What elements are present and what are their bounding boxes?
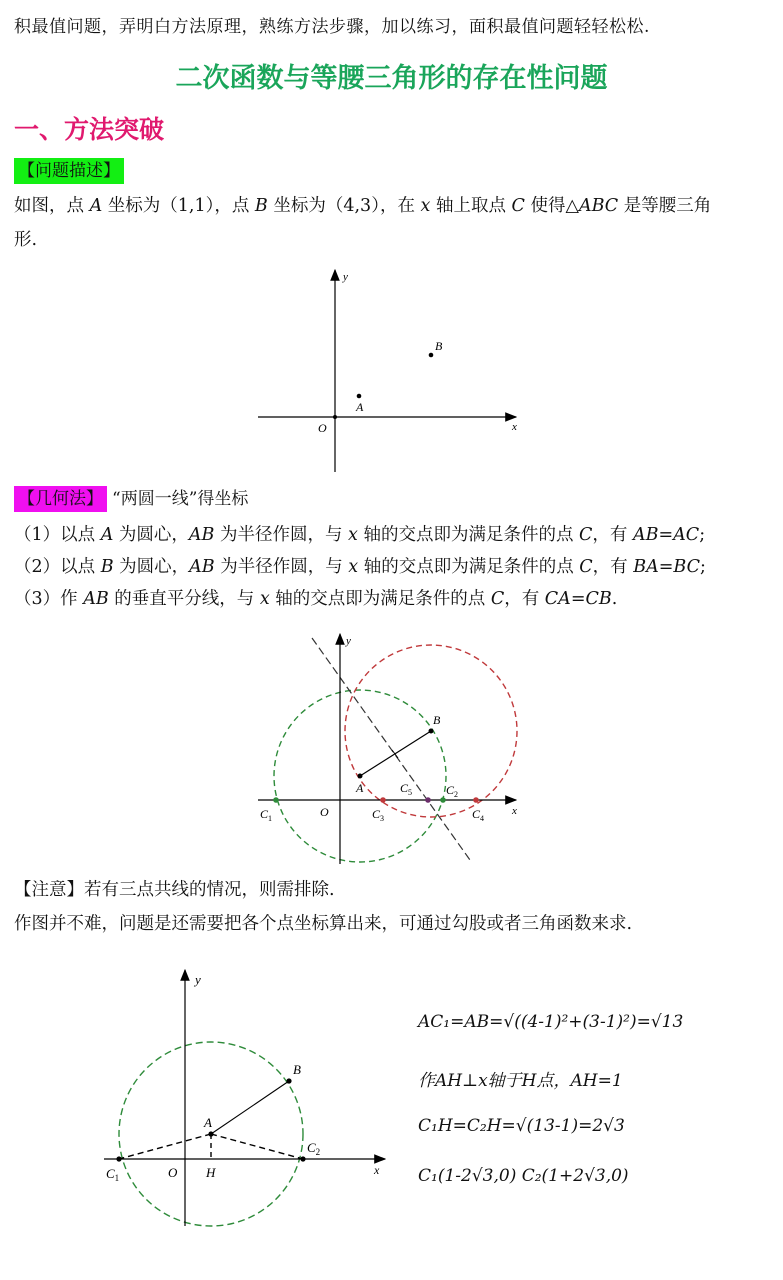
point-c2-label: $C_2$ [307, 1140, 321, 1157]
problem-tag: 【问题描述】 [14, 158, 124, 184]
problem-text-line2: 形. [14, 230, 38, 250]
midpoint-tick [392, 750, 398, 758]
figure-2 [250, 628, 530, 868]
point-c3 [380, 797, 386, 803]
segment-ab [211, 1081, 289, 1134]
point-b [429, 353, 434, 358]
point-c4 [473, 797, 479, 803]
point-c2 [300, 1156, 305, 1161]
point-c1-label: $C_1$ [106, 1166, 120, 1183]
method-item-2: （2）以点 B 为圆心，AB 为半径作圆，与 x 轴的交点即为满足条件的点 C，有 BA=BC; [14, 557, 706, 577]
point-b-label: B [293, 1062, 301, 1077]
section-heading: 一、方法突破 [14, 115, 165, 144]
formula-c1h: C₁H=C₂H=√(13-1)=2√3 [418, 1116, 625, 1136]
point-a [208, 1131, 213, 1136]
y-label: y [343, 271, 348, 283]
figure-3 [100, 962, 400, 1232]
point-c1 [273, 797, 279, 803]
method-item-3: （3）作 AB 的垂直平分线，与 x 轴的交点即为满足条件的点 C，有 CA=CB. [14, 589, 618, 609]
point-c5 [425, 797, 431, 803]
formula-ac1: AC₁=AB=√((4-1)²+(3-1)²)=√13 [418, 1012, 684, 1032]
point-c3-label: $C_3$ [372, 807, 385, 823]
point-c4-label: $C_4$ [472, 807, 485, 823]
point-c1 [116, 1156, 121, 1161]
point-b [286, 1078, 291, 1083]
formula-ah: 作AH⊥x轴于H点，AH=1 [418, 1071, 623, 1091]
y-label: y [195, 972, 201, 987]
point-h-label: H [206, 1165, 216, 1180]
point-b-label: B [435, 339, 443, 353]
geometry-subtitle: “两圆一线”得坐标 [112, 489, 249, 509]
problem-text: 如图，点 A 坐标为（1,1），点 B 坐标为（4,3），在 x 轴上取点 C 使得△ABC 是等腰三角 [14, 196, 712, 216]
geometry-tag: 【几何法】 [14, 486, 107, 512]
point-a [358, 774, 363, 779]
x-label: x [512, 805, 517, 817]
intro-line: 积最值问题，弄明白方法原理，熟练方法步骤，加以练习，面积最值问题轻轻松松. [14, 17, 650, 37]
point-a-label: A [204, 1115, 212, 1130]
perpendicular-bisector [312, 638, 470, 860]
segment-ac2 [211, 1134, 303, 1159]
figure-1 [250, 262, 530, 477]
point-a-label: A [356, 400, 364, 414]
point-c2-label: $C_2$ [446, 783, 459, 799]
x-label: x [374, 1163, 380, 1177]
method-item-1: （1）以点 A 为圆心，AB 为半径作圆，与 x 轴的交点即为满足条件的点 C，有 AB=AC; [14, 525, 706, 545]
segment-ac1 [119, 1134, 211, 1159]
x-label: x [512, 421, 517, 433]
origin-point [333, 415, 337, 419]
point-c1-label: $C_1$ [260, 807, 273, 823]
point-b [429, 729, 434, 734]
origin-label: O [318, 421, 327, 435]
point-a-label: A [356, 781, 364, 795]
origin-label: O [168, 1165, 178, 1180]
formula-coordinates: C₁(1-2√3,0) C₂(1+2√3,0) [418, 1166, 629, 1186]
note-line-1: 【注意】若有三点共线的情况，则需排除. [14, 880, 335, 900]
page-title: 二次函数与等腰三角形的存在性问题 [175, 63, 608, 94]
point-c2 [440, 797, 446, 803]
y-label: y [346, 635, 351, 647]
point-c5-label: $C_5$ [400, 781, 413, 797]
segment-ab [360, 731, 431, 776]
point-a [357, 394, 362, 399]
origin-label: O [320, 805, 329, 819]
note-line-2: 作图并不难，问题是还需要把各个点坐标算出来，可通过勾股或者三角函数来求. [14, 914, 633, 934]
point-b-label: B [433, 713, 441, 727]
